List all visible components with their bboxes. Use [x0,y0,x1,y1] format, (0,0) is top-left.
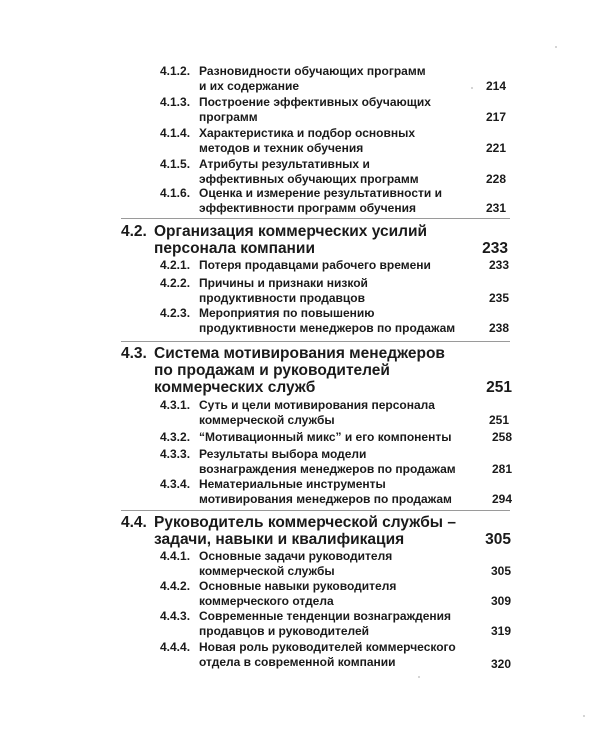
section-divider [121,218,510,219]
entry-page-number: 231 [485,201,506,215]
section-title-line: коммерческих служб [154,379,316,396]
toc-entry-4-3-1 [160,398,512,430]
entry-title-line: отдела в современной компании [199,655,396,669]
entry-title-line: и их содержание [199,79,300,93]
entry-number: 4.1.6. [160,186,191,200]
toc-entry-4-1-5 [160,157,506,189]
entry-title-line: Мероприятия по повышению [199,306,375,320]
toc-entry-4-4-4 [160,640,511,672]
entry-title-line: продуктивности продавцов [199,291,366,305]
entry-number: 4.1.5. [160,157,191,171]
section-number: 4.2. [121,223,147,240]
toc-entry-4-2-2 [160,276,509,308]
entry-number: 4.1.4. [160,126,191,140]
toc-section-4-2 [121,223,508,259]
entry-number: 4.4.4. [160,640,191,654]
scan-speck [471,87,473,89]
entry-number: 4.1.2. [160,64,191,78]
entry-title-line: Современные тенденции вознаграждения [199,609,452,623]
entry-number: 4.2.1. [160,258,191,272]
entry-page-number: 214 [485,79,506,93]
section-title-line: по продажам и руководителей [154,362,390,379]
section-title-line: Система мотивирования менеджеров [154,345,445,362]
entry-page-number: 228 [485,172,506,186]
toc-entry-4-1-4 [160,126,506,158]
entry-title-line: коммерческой службы [199,413,335,427]
entry-title-line: Потеря продавцами рабочего времени [199,258,431,272]
entry-title-line: эффективных обучающих программ [199,172,419,186]
entry-number: 4.2.2. [160,276,191,290]
entry-title-line: продуктивности менеджеров по продажам [199,321,456,335]
entry-title-line: Построение эффективных обучающих [199,95,431,109]
entry-page-number: 238 [488,321,509,335]
entry-title-line: Основные задачи руководителя [199,549,393,563]
entry-page-number: 319 [490,624,511,638]
entry-title-line: Суть и цели мотивирования персонала [199,398,435,412]
section-divider [121,341,510,342]
section-title-line: Руководитель коммерческой службы – [154,514,456,531]
section-title-line: персонала компании [154,240,315,257]
entry-number: 4.4.1. [160,549,191,563]
entry-page-number: 309 [490,594,511,608]
toc-entry-4-1-6 [160,186,506,218]
toc-entry-4-1-3 [160,95,506,127]
toc-section-4-4 [121,514,511,550]
entry-title-line: коммерческого отдела [199,594,334,608]
scan-speck [583,715,585,717]
entry-number: 4.4.2. [160,579,191,593]
toc-entry-4-4-1 [160,549,511,581]
section-number: 4.3. [121,345,147,362]
section-number: 4.4. [121,514,147,531]
entry-title-line: продавцов и руководителей [199,624,370,638]
entry-title-line: Оценка и измерение результативности и [199,186,442,200]
section-divider [121,510,510,511]
scan-speck [555,46,557,48]
entry-number: 4.3.3. [160,447,191,461]
entry-number: 4.2.3. [160,306,191,320]
entry-number: 4.3.1. [160,398,191,412]
entry-title-line: Причины и признаки низкой [199,276,368,290]
entry-title-line: Основные навыки руководителя [199,579,397,593]
entry-page-number: 233 [488,258,509,272]
entry-title-line: коммерческой службы [199,564,335,578]
entry-number: 4.1.3. [160,95,191,109]
section-page-number: 251 [486,379,512,396]
section-title-line: Организация коммерческих усилий [154,223,428,240]
entry-title-line: “Мотивационный микс” и его компоненты [199,430,452,444]
entry-page-number: 235 [488,291,509,305]
toc-entry-4-4-3 [160,609,511,641]
entry-title-line: мотивирования менеджеров по продажам [199,492,452,506]
entry-title-line: Атрибуты результативных и [199,157,370,171]
entry-title-line: Новая роль руководителей коммерческого [199,640,456,654]
toc-entry-4-2-3 [160,306,509,338]
section-title-line: задачи, навыки и квалификация [154,531,405,548]
toc-entry-4-3-4 [160,477,512,509]
toc-entry-4-2-1 [160,258,509,274]
entry-page-number: 251 [488,413,509,427]
entry-number: 4.3.4. [160,477,191,491]
toc-section-4-3 [121,345,512,399]
entry-title-line: методов и техник обучения [199,141,364,155]
entry-title-line: Разновидности обучающих программ [199,64,426,78]
toc-entry-4-3-2 [160,430,512,446]
entry-title-line: Характеристика и подбор основных [199,126,416,140]
toc-entry-4-1-2 [160,64,506,96]
entry-title-line: Нематериальные инструменты [199,477,386,491]
entry-title-line: программ [199,110,258,124]
entry-page-number: 258 [491,430,512,444]
entry-page-number: 221 [485,141,506,155]
entry-title-line: вознаграждения менеджеров по продажам [199,462,456,476]
entry-number: 4.4.3. [160,609,191,623]
entry-page-number: 217 [485,110,506,124]
toc-entry-4-4-2 [160,579,511,611]
entry-page-number: 281 [491,462,512,476]
entry-title-line: Результаты выбора модели [199,447,367,461]
entry-page-number: 294 [491,492,512,506]
entry-number: 4.3.2. [160,430,191,444]
section-page-number: 233 [482,240,508,257]
scan-speck [418,676,420,678]
entry-page-number: 320 [490,657,511,671]
toc-entry-4-3-3 [160,447,512,479]
entry-page-number: 305 [490,564,511,578]
section-page-number: 305 [485,531,511,548]
entry-title-line: эффективности программ обучения [199,201,416,215]
